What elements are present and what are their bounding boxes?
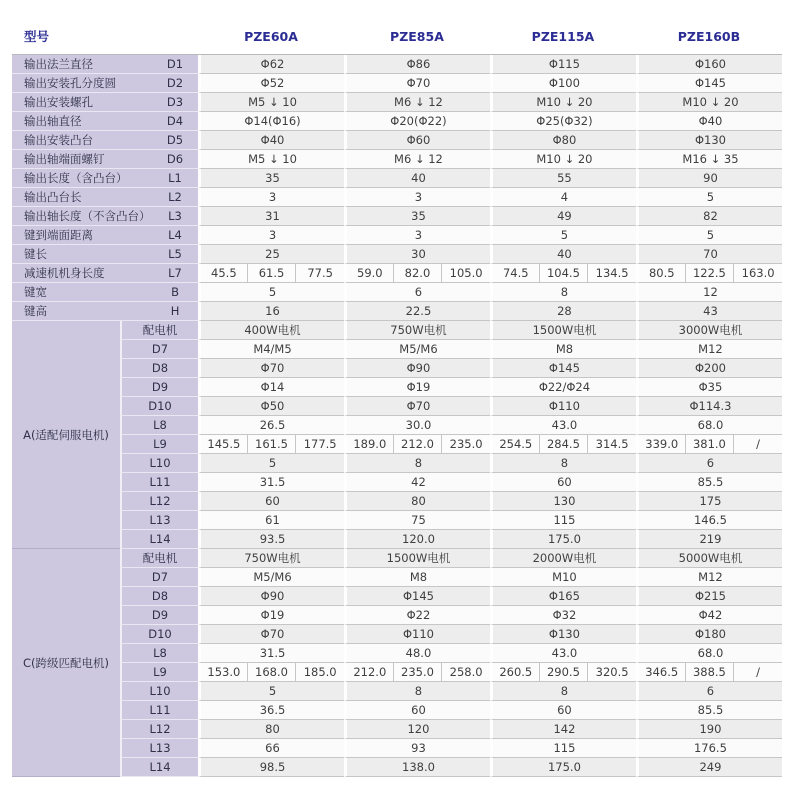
row-label [12,150,198,169]
table-row [12,492,782,511]
value-cell: 31 [198,207,344,226]
value-cell: 30 [344,245,490,264]
row-label [12,131,198,150]
value-cell: 115 [490,511,636,530]
row-label-text: 键长 [24,247,47,261]
table-row [12,568,782,587]
value-cell: Φ40 [198,131,344,150]
row-label-text: 减速机机身长度 [24,266,105,280]
value-cell: Φ130 [490,625,636,644]
table-row [12,454,782,473]
value-cell: 85.5 [636,473,782,492]
value-cell: M10 ↓ 20 [490,93,636,112]
value-cell: 258.0 [441,663,490,682]
value-cell: Φ110 [490,397,636,416]
value-cell: 82 [636,207,782,226]
dimension-code: 配电机 [120,549,198,568]
row-label-text: 输出长度（含凸台） [24,171,128,185]
value-cell: 6 [636,682,782,701]
dimension-code: L14 [120,758,198,777]
value-cell: 16 [198,302,344,321]
value-cell: 5000W电机 [636,549,782,568]
value-cell: 190 [636,720,782,739]
value-cell: 90 [636,169,782,188]
value-cell: 5 [198,283,344,302]
table-row [12,169,782,188]
table-row [12,245,782,264]
value-cell: 175 [636,492,782,511]
value-cell: 8 [490,283,636,302]
table-row [12,644,782,663]
value-cell: Φ25(Φ32) [490,112,636,131]
table-row [12,682,782,701]
dimension-code: B [171,285,179,299]
model-header-2: PZE85A [344,22,490,55]
value-cell: 93.5 [198,530,344,549]
row-label [12,188,198,207]
dimension-code: D5 [166,133,184,147]
value-cell: M6 ↓ 12 [344,93,490,112]
value-cell: Φ160 [636,55,782,74]
dimension-code: D8 [120,359,198,378]
value-cell: Φ52 [198,74,344,93]
dimension-code: D9 [120,606,198,625]
value-cell: M10 ↓ 20 [636,93,782,112]
value-cell: Φ90 [344,359,490,378]
table-row [12,435,782,454]
dimension-code: D7 [120,340,198,359]
value-cell: 43.0 [490,416,636,435]
value-cell: Φ145 [490,359,636,378]
value-cell: 177.5 [295,435,344,454]
table-row [12,112,782,131]
spec-table [12,22,782,777]
value-cell: Φ14(Φ16) [198,112,344,131]
value-cell: 146.5 [636,511,782,530]
dimension-code: L9 [120,435,198,454]
value-cell: 60 [490,701,636,720]
row-label [12,302,198,321]
value-cell: 93 [344,739,490,758]
table-row [12,302,782,321]
table-row [12,416,782,435]
value-cell: 31.5 [198,644,344,663]
table-row [12,625,782,644]
dimension-code: L12 [120,720,198,739]
value-cell: 134.5 [587,264,636,283]
row-label [12,283,198,302]
dimension-code: D10 [120,625,198,644]
value-cell: 284.5 [539,435,588,454]
value-cell: 168.0 [247,663,296,682]
dimension-code: L5 [168,247,182,261]
value-cell: 8 [344,454,490,473]
value-cell: 3 [344,226,490,245]
dimension-code: L1 [168,171,182,185]
value-cell: 68.0 [636,644,782,663]
value-cell: 82.0 [393,264,442,283]
value-cell: 66 [198,739,344,758]
row-label [12,207,198,226]
value-cell: 68.0 [636,416,782,435]
row-label-text: 键到端面距离 [24,228,93,242]
value-cell: 5 [198,682,344,701]
value-cell: M10 ↓ 20 [490,150,636,169]
value-cell: 235.0 [393,663,442,682]
value-cell: 28 [490,302,636,321]
dimension-code: D4 [166,114,184,128]
value-cell: 74.5 [490,264,539,283]
value-cell: 59.0 [344,264,393,283]
value-cell: 5 [636,188,782,207]
row-label-text: 输出安装孔分度圆 [24,76,116,90]
value-cell: 61.5 [247,264,296,283]
value-cell: 75 [344,511,490,530]
dimension-code: L9 [120,663,198,682]
value-cell: Φ70 [198,625,344,644]
value-cell: 61 [198,511,344,530]
value-cell: 260.5 [490,663,539,682]
value-cell: 85.5 [636,701,782,720]
dimension-code: L11 [120,473,198,492]
dimension-code: H [170,304,180,318]
value-cell: 175.0 [490,530,636,549]
value-cell: Φ70 [344,74,490,93]
table-row [12,758,782,777]
dimension-code: D6 [166,152,184,166]
value-cell: 120 [344,720,490,739]
value-cell: 163.0 [733,264,782,283]
value-cell: Φ200 [636,359,782,378]
value-cell: M12 [636,340,782,359]
model-header-3: PZE115A [490,22,636,55]
value-cell: 8 [344,682,490,701]
value-cell: Φ20(Φ22) [344,112,490,131]
value-cell: 80.5 [636,264,685,283]
value-cell: 400W电机 [198,321,344,340]
value-cell: Φ115 [490,55,636,74]
table-row [12,188,782,207]
dimension-code: L13 [120,511,198,530]
value-cell: M10 [490,568,636,587]
value-cell: Φ35 [636,378,782,397]
value-cell: 185.0 [295,663,344,682]
value-cell: 42 [344,473,490,492]
dimension-code: L2 [168,190,182,204]
value-cell: 120.0 [344,530,490,549]
table-row [12,606,782,625]
value-cell: 104.5 [539,264,588,283]
table-row [12,321,782,340]
value-cell: Φ145 [636,74,782,93]
table-row [12,530,782,549]
value-cell: Φ19 [198,606,344,625]
dimension-code: D10 [120,397,198,416]
row-label-text: 输出安装螺孔 [24,95,93,109]
value-cell: 2000W电机 [490,549,636,568]
value-cell: Φ86 [344,55,490,74]
value-cell: 43 [636,302,782,321]
value-cell: 60 [198,492,344,511]
value-cell: 80 [198,720,344,739]
value-cell: 1500W电机 [344,549,490,568]
value-cell: Φ60 [344,131,490,150]
value-cell: Φ42 [636,606,782,625]
table-row [12,207,782,226]
value-cell: Φ22 [344,606,490,625]
table-row [12,55,782,74]
row-label [12,264,198,283]
value-cell: 290.5 [539,663,588,682]
table-row [12,264,782,283]
value-cell: 60 [344,701,490,720]
section-label: A(适配伺服电机) [12,321,120,549]
table-row [12,74,782,93]
table-row [12,397,782,416]
row-label-text: 输出安装凸台 [24,133,93,147]
row-label-text: 键高 [24,304,47,318]
value-cell: 235.0 [441,435,490,454]
dimension-code: L4 [168,228,182,242]
row-label-text: 输出法兰直径 [24,57,93,71]
value-cell: 22.5 [344,302,490,321]
value-cell: M5 ↓ 10 [198,93,344,112]
value-cell: Φ70 [344,397,490,416]
value-cell: 77.5 [295,264,344,283]
section-label: C(跨级匹配电机) [12,549,120,777]
value-cell: 3 [344,188,490,207]
value-cell: M5/M6 [198,568,344,587]
dimension-code: L10 [120,682,198,701]
value-cell: M8 [490,340,636,359]
row-label [12,169,198,188]
header-row [12,22,782,55]
value-cell: 31.5 [198,473,344,492]
dimension-code: D7 [120,568,198,587]
value-cell: 175.0 [490,758,636,777]
value-cell: 314.5 [587,435,636,454]
table-row [12,340,782,359]
dimension-code: L13 [120,739,198,758]
table-row [12,549,782,568]
row-label-text: 输出轴端面螺钉 [24,152,105,166]
table-row [12,739,782,758]
value-cell: Φ110 [344,625,490,644]
value-cell: 189.0 [344,435,393,454]
value-cell: Φ165 [490,587,636,606]
value-cell: Φ145 [344,587,490,606]
value-cell: 161.5 [247,435,296,454]
table-row [12,511,782,530]
table-row [12,701,782,720]
value-cell: M5/M6 [344,340,490,359]
value-cell: 381.0 [685,435,734,454]
table-row [12,283,782,302]
row-label [12,55,198,74]
value-cell: 49 [490,207,636,226]
table-row [12,473,782,492]
value-cell: 43.0 [490,644,636,663]
row-label-text: 输出轴直径 [24,114,82,128]
value-cell: Φ50 [198,397,344,416]
value-cell: 176.5 [636,739,782,758]
value-cell: 70 [636,245,782,264]
value-cell: 8 [490,682,636,701]
value-cell: 153.0 [198,663,247,682]
value-cell: 254.5 [490,435,539,454]
value-cell: 145.5 [198,435,247,454]
value-cell: 130 [490,492,636,511]
value-cell: 80 [344,492,490,511]
dimension-code: L8 [120,644,198,663]
value-cell: 40 [490,245,636,264]
value-cell: Φ22/Φ24 [490,378,636,397]
table-row [12,226,782,245]
dimension-code: L14 [120,530,198,549]
value-cell: Φ180 [636,625,782,644]
value-cell: 3 [198,226,344,245]
value-cell: 249 [636,758,782,777]
value-cell: 6 [636,454,782,473]
row-label [12,245,198,264]
value-cell: M16 ↓ 35 [636,150,782,169]
value-cell: Φ40 [636,112,782,131]
value-cell: 45.5 [198,264,247,283]
dimension-code: D8 [120,587,198,606]
value-cell: 105.0 [441,264,490,283]
row-label [12,93,198,112]
value-cell: 60 [490,473,636,492]
value-cell: 35 [344,207,490,226]
value-cell: Φ215 [636,587,782,606]
row-label [12,226,198,245]
dimension-code: D9 [120,378,198,397]
value-cell: Φ130 [636,131,782,150]
value-cell: 142 [490,720,636,739]
dimension-code: L11 [120,701,198,720]
dimension-code: L8 [120,416,198,435]
value-cell: 138.0 [344,758,490,777]
value-cell: M6 ↓ 12 [344,150,490,169]
value-cell: Φ62 [198,55,344,74]
value-cell: 98.5 [198,758,344,777]
value-cell: Φ19 [344,378,490,397]
table-row [12,93,782,112]
value-cell: 122.5 [685,264,734,283]
row-label [12,74,198,93]
value-cell: M5 ↓ 10 [198,150,344,169]
table-row [12,378,782,397]
dimension-code: L7 [168,266,182,280]
value-cell: 5 [198,454,344,473]
dimension-code: D2 [166,76,184,90]
table-row [12,720,782,739]
value-cell: Φ80 [490,131,636,150]
value-cell: 339.0 [636,435,685,454]
value-cell: Φ32 [490,606,636,625]
value-cell: 750W电机 [198,549,344,568]
value-cell: 48.0 [344,644,490,663]
value-cell: 25 [198,245,344,264]
table-row [12,359,782,378]
value-cell: Φ70 [198,359,344,378]
value-cell: 1500W电机 [490,321,636,340]
row-label-text: 输出凸台长 [24,190,82,204]
value-cell: 6 [344,283,490,302]
table-row [12,663,782,682]
dimension-code: L3 [168,209,182,223]
dimension-code: L12 [120,492,198,511]
value-cell: 212.0 [344,663,393,682]
table-row [12,587,782,606]
dimension-code: L10 [120,454,198,473]
dimension-code: D3 [166,95,184,109]
model-header-4: PZE160B [636,22,782,55]
value-cell: / [733,435,782,454]
value-cell: 35 [198,169,344,188]
value-cell: 36.5 [198,701,344,720]
value-cell: 320.5 [587,663,636,682]
value-cell: 346.5 [636,663,685,682]
model-header-1: PZE60A [198,22,344,55]
value-cell: 5 [490,226,636,245]
dimension-code: 配电机 [120,321,198,340]
value-cell: 4 [490,188,636,207]
value-cell: 3 [198,188,344,207]
value-cell: 388.5 [685,663,734,682]
dimension-code: D1 [166,57,184,71]
value-cell: M12 [636,568,782,587]
row-label [12,112,198,131]
value-cell: / [733,663,782,682]
value-cell: 12 [636,283,782,302]
value-cell: Φ90 [198,587,344,606]
value-cell: 40 [344,169,490,188]
value-cell: Φ100 [490,74,636,93]
value-cell: 750W电机 [344,321,490,340]
row-label-text: 键宽 [24,285,47,299]
value-cell: Φ114.3 [636,397,782,416]
table-row [12,131,782,150]
value-cell: 26.5 [198,416,344,435]
value-cell: Φ14 [198,378,344,397]
table-row [12,150,782,169]
value-cell: 8 [490,454,636,473]
value-cell: 115 [490,739,636,758]
model-column-header: 型号 [12,22,198,55]
row-label-text: 输出轴长度（不含凸台） [24,209,151,223]
spec-sheet [12,22,782,777]
value-cell: 30.0 [344,416,490,435]
value-cell: 5 [636,226,782,245]
value-cell: 212.0 [393,435,442,454]
value-cell: M4/M5 [198,340,344,359]
value-cell: 3000W电机 [636,321,782,340]
value-cell: 55 [490,169,636,188]
value-cell: M8 [344,568,490,587]
value-cell: 219 [636,530,782,549]
